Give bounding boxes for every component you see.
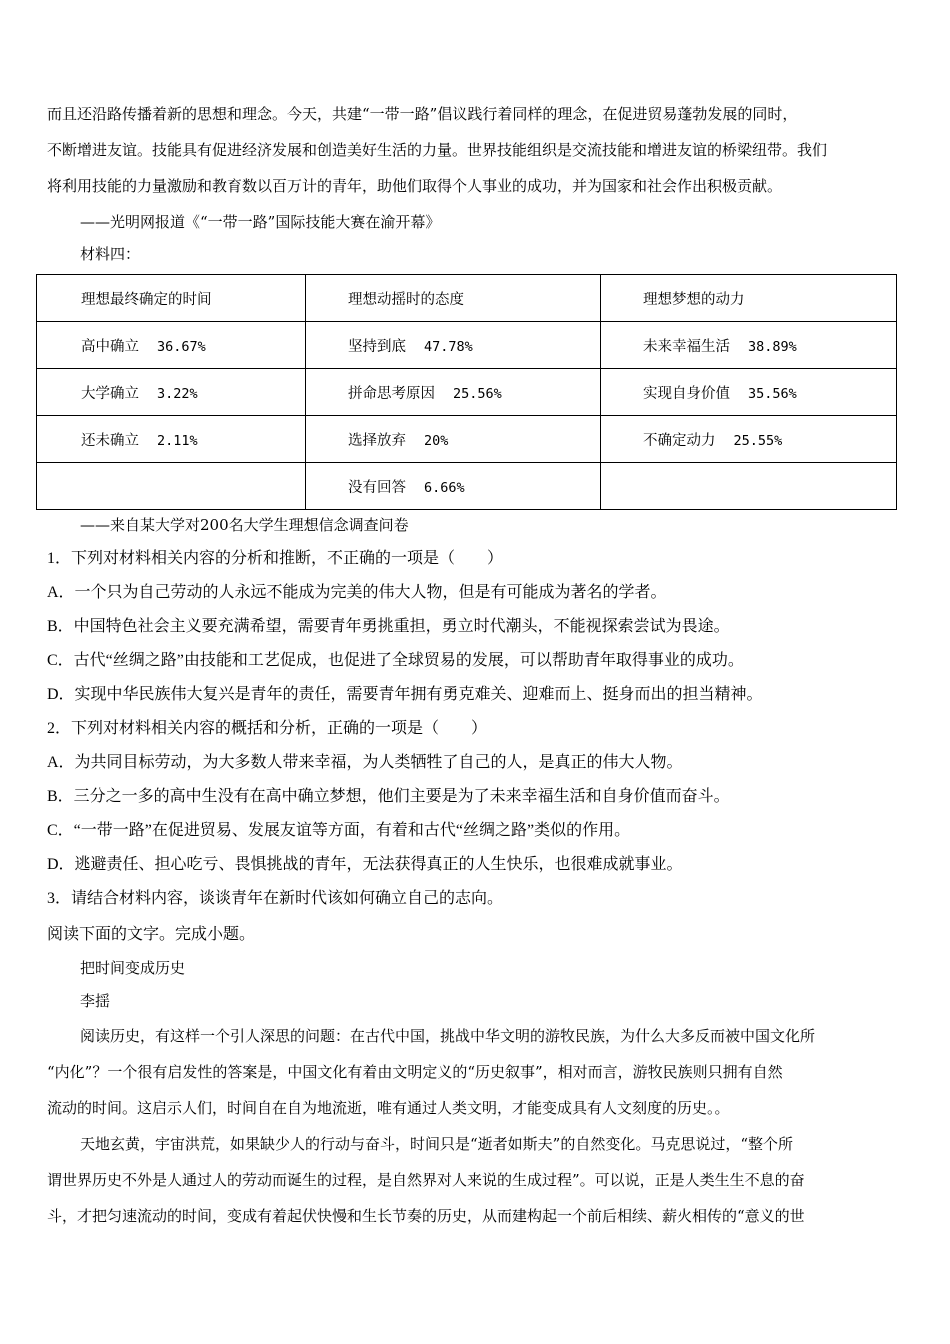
cell-percent: 36.67% (157, 338, 206, 355)
table-cell (306, 369, 601, 416)
table-cell (306, 322, 601, 369)
option-1c: C．古代“丝绸之路”由技能和工艺促成，也促进了全球贸易的发展，可以帮助青年取得事业的成功。 (47, 652, 744, 669)
cell-percent: 35.56% (748, 385, 797, 402)
table-header-cell: 理想梦想的动力 (601, 275, 897, 322)
article-line: 谓世界历史不外是人通过人的劳动而诞生的过程，是自然界对人来说的生成过程”。可以说，正是人类生生不息的奋 (47, 1171, 805, 1189)
material3-source: ——光明网报道《“一带一路”国际技能大赛在渝开幕》 (80, 213, 441, 231)
cell-percent: 47.78% (424, 338, 473, 355)
table-cell (37, 416, 306, 463)
cell-percent: 38.89% (748, 338, 797, 355)
material3-line-1: 而且还沿路传播着新的思想和理念。今天，共建“一带一路”倡议践行着同样的理念，在促进贸易蓬勃发展的同时， (47, 105, 798, 123)
cell-percent: 6.66% (424, 479, 465, 496)
question-2: 2．下列对材料相关内容的概括和分析，正确的一项是（ ） (47, 720, 488, 737)
article-title: 把时间变成历史 (80, 959, 186, 977)
table-cell (601, 369, 897, 416)
table-header-row (37, 275, 897, 322)
table-row (37, 463, 897, 510)
reading-instruction: 阅读下面的文字。完成小题。 (47, 926, 256, 943)
cell-label: 坚持到底 (348, 338, 406, 355)
cell-label: 实现自身价值 (643, 385, 730, 402)
table-cell (601, 322, 897, 369)
cell-label: 没有回答 (348, 479, 406, 496)
option-2b: B．三分之一多的高中生没有在高中确立梦想，他们主要是为了未来幸福生活和自身价值而奋斗。 (47, 788, 730, 805)
table-header-cell: 理想最终确定的时间 (37, 275, 306, 322)
cell-percent: 25.56% (453, 385, 502, 402)
table-cell (306, 416, 601, 463)
table-row (37, 369, 897, 416)
article-line: 斗，才把匀速流动的时间，变成有着起伏快慢和生长节奏的历史，从而建构起一个前后相续、薪火相传的“意义的世 (47, 1207, 805, 1225)
survey-table (36, 274, 897, 510)
cell-label: 不确定动力 (643, 432, 716, 449)
table-cell (306, 463, 601, 510)
option-2a: A．为共同目标劳动，为大多数人带来幸福，为人类牺牲了自己的人，是真正的伟大人物。 (47, 754, 683, 771)
option-1b: B．中国特色社会主义要充满希望，需要青年勇挑重担，勇立时代潮头，不能视探索尝试为畏途。 (47, 618, 730, 635)
cell-label: 高中确立 (81, 338, 139, 355)
question-3: 3．请结合材料内容，谈谈青年在新时代该如何确立自己的志向。 (47, 890, 504, 907)
cell-label: 选择放弃 (348, 432, 406, 449)
article-line: 流动的时间。这启示人们，时间自在自为地流逝，唯有通过人类文明，才能变成具有人文刻度的历史。。 (47, 1099, 730, 1117)
article-line: 天地玄黄，宇宙洪荒，如果缺少人的行动与奋斗，时间只是“逝者如斯夫”的自然变化。马克思说过，“整个所 (80, 1135, 794, 1153)
option-2c: C．“一带一路”在促进贸易、发展友谊等方面，有着和古代“丝绸之路”类似的作用。 (47, 822, 631, 839)
article-line: “内化”？一个很有启发性的答案是，中国文化有着由文明定义的“历史叙事”，相对而言，游牧民族则只拥有自然 (47, 1063, 783, 1081)
table-row (37, 416, 897, 463)
cell-label: 未来幸福生活 (643, 338, 730, 355)
cell-label: 还未确立 (81, 432, 139, 449)
cell-percent: 20% (424, 432, 449, 449)
table-cell (601, 416, 897, 463)
table-cell (37, 322, 306, 369)
option-1a: A．一个只为自己劳动的人永远不能成为完美的伟大人物，但是有可能成为著名的学者。 (47, 584, 667, 601)
option-2d: D．逃避责任、担心吃亏、畏惧挑战的青年，无法获得真正的人生快乐，也很难成就事业。 (47, 856, 683, 873)
table-cell-empty (37, 463, 306, 510)
table-header-cell: 理想动摇时的态度 (306, 275, 601, 322)
material3-line-3: 将利用技能的力量激励和教育数以百万计的青年，助他们取得个人事业的成功，并为国家和社会作出积极贡献。 (47, 177, 783, 195)
material4-source: ——来自某大学对200名大学生理想信念调查问卷 (80, 516, 409, 534)
cell-percent: 3.22% (157, 385, 198, 402)
material4-label: 材料四： (80, 245, 141, 263)
table-cell-empty (601, 463, 897, 510)
cell-label: 拼命思考原因 (348, 385, 435, 402)
article-author: 李揺 (80, 992, 111, 1010)
cell-percent: 25.55% (733, 432, 783, 449)
table-cell (37, 369, 306, 416)
material3-line-2: 不断增进友谊。技能具有促进经济发展和创造美好生活的力量。世界技能组织是交流技能和增进友谊的桥梁纽带。我们 (47, 141, 828, 159)
option-1d: D．实现中华民族伟大复兴是青年的责任，需要青年拥有勇克难关、迎难而上、挺身而出的担当精神。 (47, 686, 763, 703)
question-1: 1．下列对材料相关内容的分析和推断，不正确的一项是（ ） (47, 550, 504, 567)
cell-percent: 2.11% (157, 432, 198, 449)
cell-label: 大学确立 (81, 385, 139, 402)
article-line: 阅读历史，有这样一个引人深思的问题：在古代中国，挑战中华文明的游牧民族，为什么大多反而被中国文化所 (80, 1027, 816, 1045)
table-row (37, 322, 897, 369)
